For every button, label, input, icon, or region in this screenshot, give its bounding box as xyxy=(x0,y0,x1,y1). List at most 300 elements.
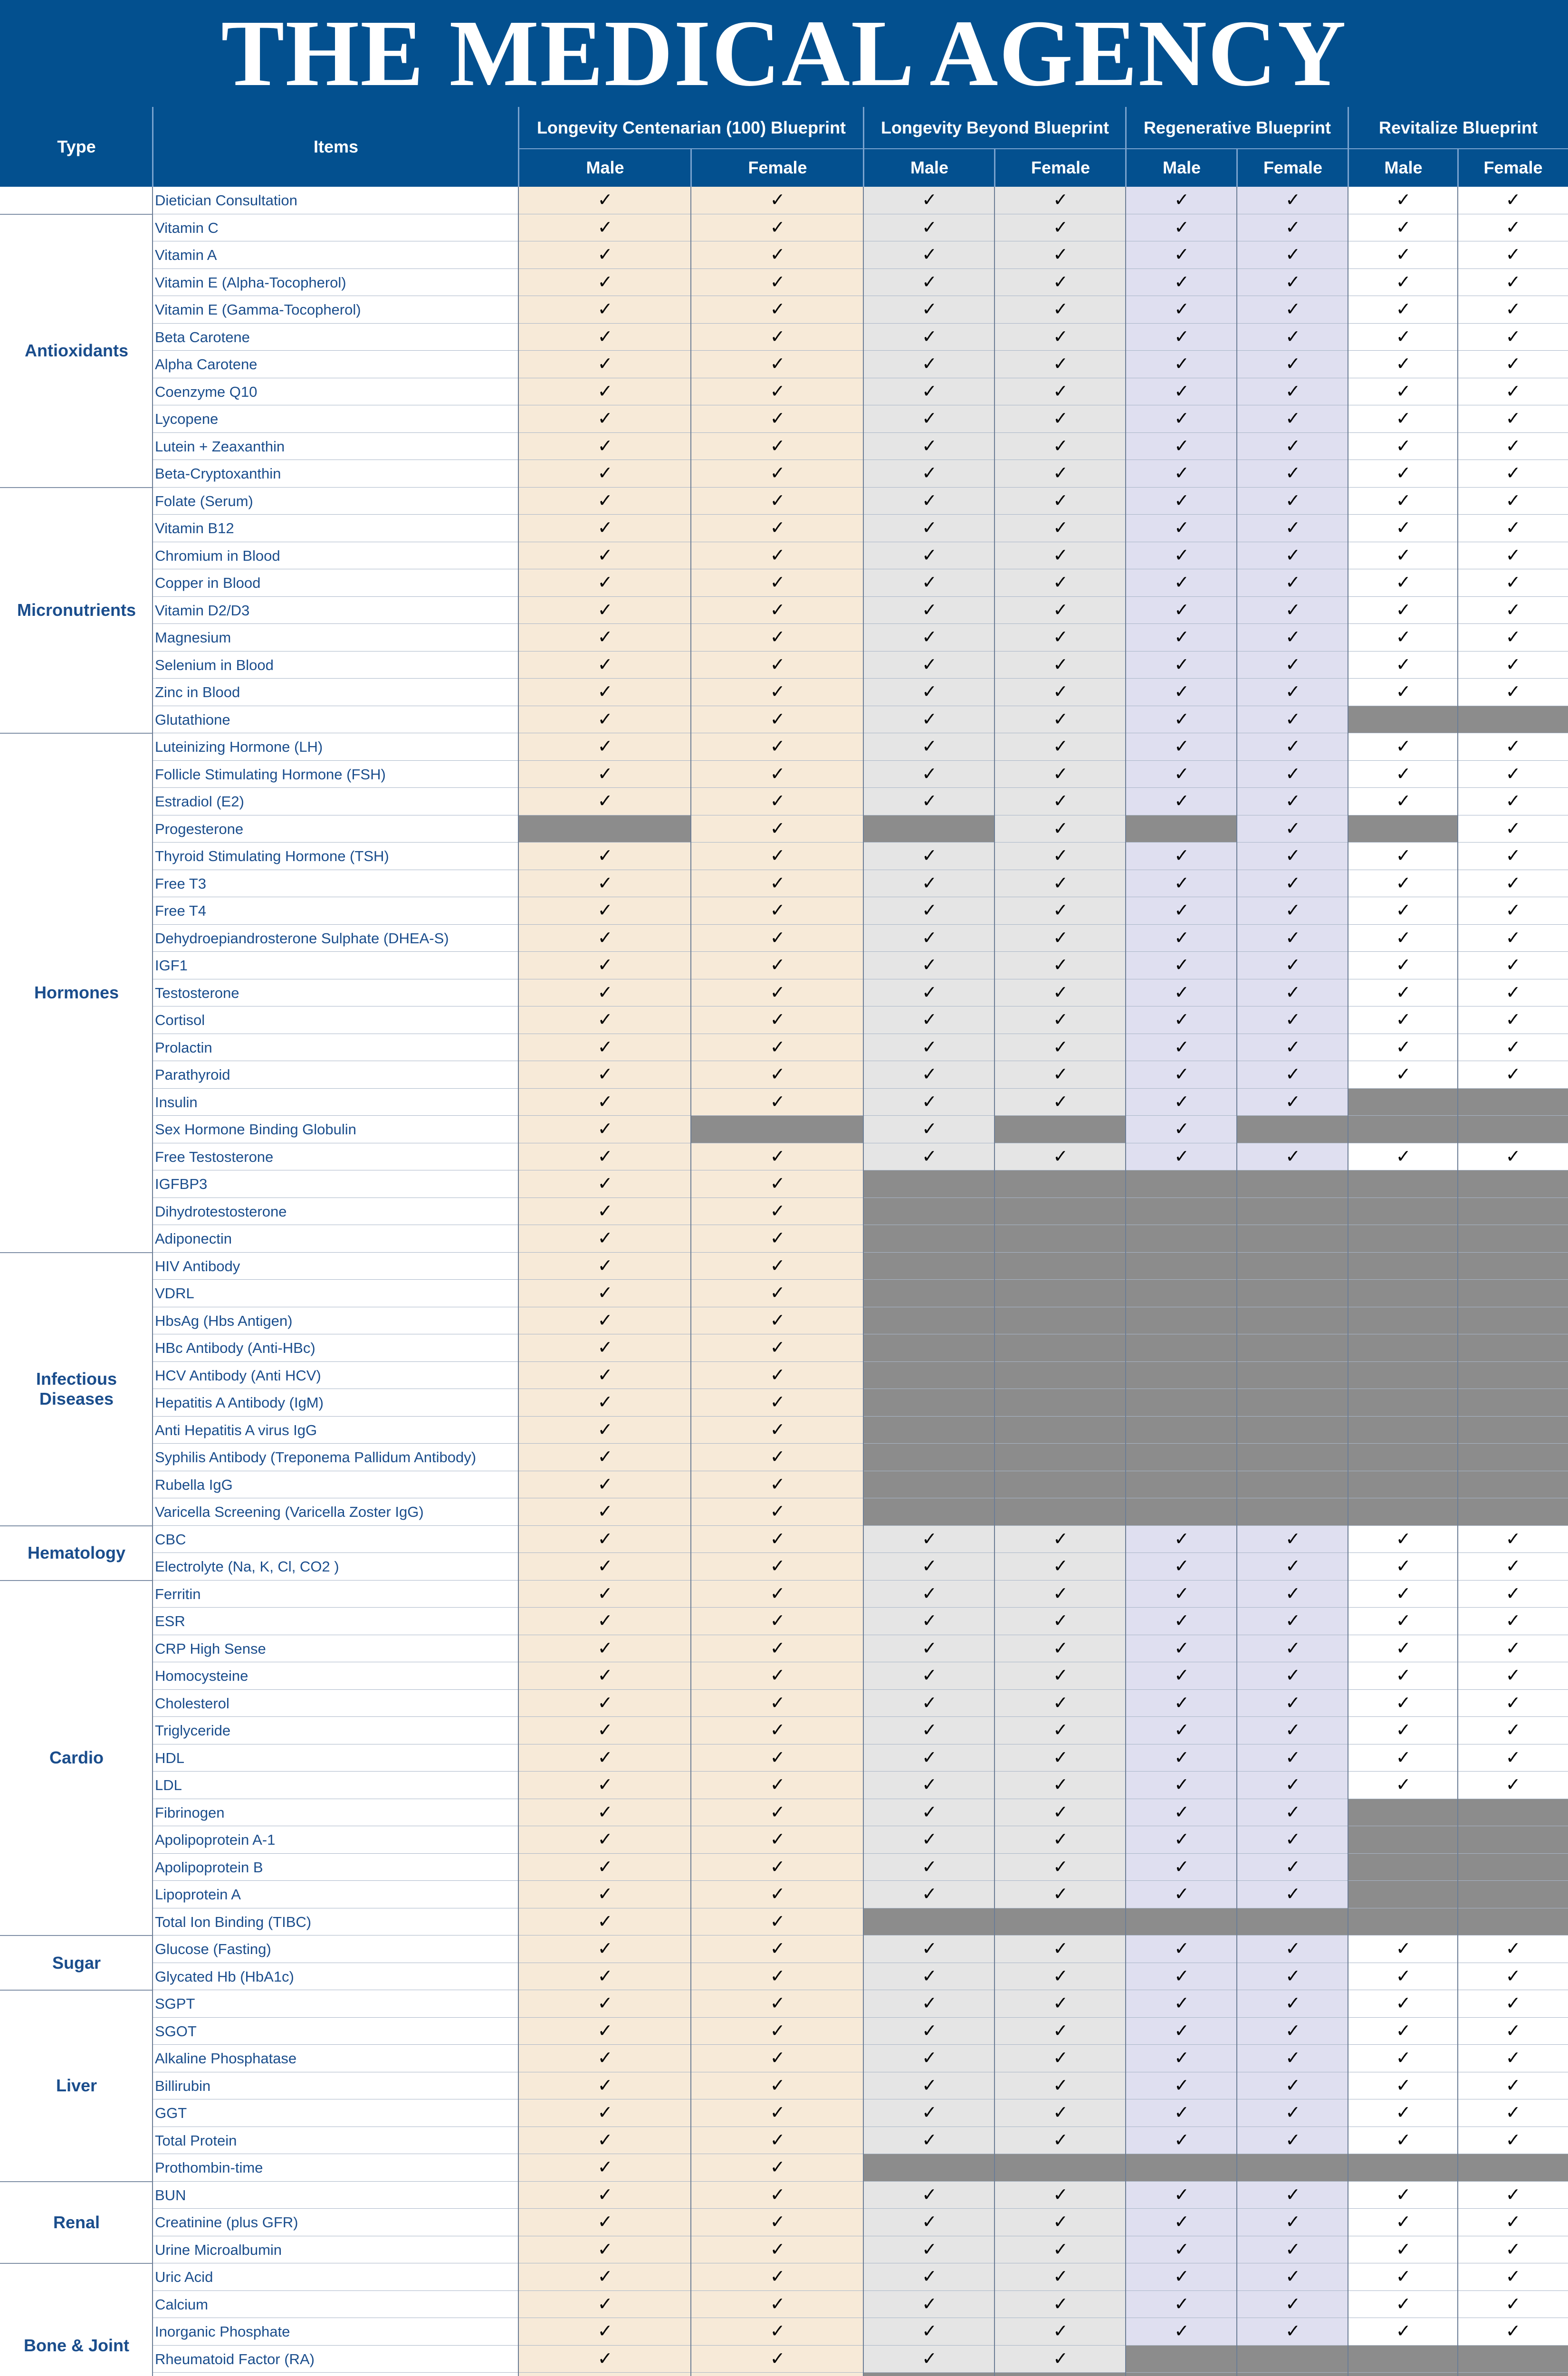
check-icon: ✓ xyxy=(1237,542,1348,570)
check-icon: ✓ xyxy=(1348,269,1458,297)
check-icon: ✓ xyxy=(691,2209,864,2236)
not-included-cell xyxy=(1458,1826,1568,1854)
not-included-cell xyxy=(1458,1417,1568,1444)
check-icon: ✓ xyxy=(691,1662,864,1690)
check-icon: ✓ xyxy=(691,1198,864,1226)
check-icon: ✓ xyxy=(1237,488,1348,515)
not-included-cell xyxy=(1126,1908,1237,1936)
not-included-cell xyxy=(519,815,691,843)
item-label: GGT xyxy=(155,2105,187,2121)
not-included-cell xyxy=(995,1417,1126,1444)
check-icon: ✓ xyxy=(691,488,864,515)
check-icon: ✓ xyxy=(864,1881,995,1908)
check-icon: ✓ xyxy=(864,187,995,214)
not-included-cell xyxy=(1237,1225,1348,1253)
item-label: Fibrinogen xyxy=(155,1804,225,1821)
check-icon: ✓ xyxy=(519,1089,691,1116)
not-included-cell xyxy=(1458,1089,1568,1116)
check-icon: ✓ xyxy=(1458,1717,1568,1744)
check-icon: ✓ xyxy=(691,624,864,651)
item-label: CBC xyxy=(155,1531,186,1548)
check-icon: ✓ xyxy=(1348,241,1458,269)
check-icon: ✓ xyxy=(519,2182,691,2209)
check-icon: ✓ xyxy=(519,1143,691,1171)
check-icon: ✓ xyxy=(1458,788,1568,815)
check-icon: ✓ xyxy=(691,1717,864,1744)
not-included-cell xyxy=(1237,1417,1348,1444)
check-icon: ✓ xyxy=(1458,843,1568,870)
item-label: Adiponectin xyxy=(155,1230,232,1247)
check-icon: ✓ xyxy=(1458,269,1568,297)
check-icon: ✓ xyxy=(1458,324,1568,351)
check-icon: ✓ xyxy=(1126,1581,1237,1608)
check-icon: ✓ xyxy=(1126,542,1237,570)
check-icon: ✓ xyxy=(1126,1143,1237,1171)
check-icon: ✓ xyxy=(864,542,995,570)
item-label: Glycated Hb (HbA1c) xyxy=(155,1968,294,1985)
check-icon: ✓ xyxy=(1237,1526,1348,1553)
check-icon: ✓ xyxy=(864,2346,995,2373)
check-icon: ✓ xyxy=(1458,1034,1568,1062)
check-icon: ✓ xyxy=(864,979,995,1007)
check-icon: ✓ xyxy=(1126,1608,1237,1635)
check-icon: ✓ xyxy=(1126,1061,1237,1089)
check-icon: ✓ xyxy=(1126,1662,1237,1690)
check-icon: ✓ xyxy=(691,706,864,734)
check-icon: ✓ xyxy=(995,569,1126,597)
check-icon: ✓ xyxy=(1458,2099,1568,2127)
item-label: Dihydrotestosterone xyxy=(155,1203,287,1220)
check-icon: ✓ xyxy=(864,378,995,406)
not-included-cell xyxy=(1237,2154,1348,2182)
check-icon: ✓ xyxy=(995,597,1126,624)
item-label: HIV Antibody xyxy=(155,1257,240,1274)
check-icon: ✓ xyxy=(1348,1744,1458,1772)
check-icon: ✓ xyxy=(864,433,995,460)
check-icon: ✓ xyxy=(995,1635,1126,1663)
check-icon: ✓ xyxy=(864,515,995,542)
check-icon: ✓ xyxy=(995,1553,1126,1581)
check-icon: ✓ xyxy=(519,2236,691,2264)
check-icon: ✓ xyxy=(864,1963,995,1991)
not-included-cell xyxy=(995,2373,1126,2376)
check-icon: ✓ xyxy=(1348,488,1458,515)
check-icon: ✓ xyxy=(1126,2182,1237,2209)
not-included-cell xyxy=(1348,1253,1458,1280)
type-group-label: Liver xyxy=(56,2076,97,2096)
not-included-cell xyxy=(1126,1334,1237,1362)
item-label: Ferritin xyxy=(155,1585,201,1602)
type-group-label: Hormones xyxy=(34,983,119,1003)
item-label: VDRL xyxy=(155,1285,194,1302)
check-icon: ✓ xyxy=(519,761,691,788)
check-icon: ✓ xyxy=(1348,2018,1458,2045)
check-icon: ✓ xyxy=(864,1635,995,1663)
check-icon: ✓ xyxy=(995,897,1126,925)
check-icon: ✓ xyxy=(1348,187,1458,214)
not-included-cell xyxy=(1458,1280,1568,1307)
check-icon: ✓ xyxy=(1458,651,1568,679)
check-icon: ✓ xyxy=(519,187,691,214)
not-included-cell xyxy=(1348,815,1458,843)
not-included-cell xyxy=(864,1362,995,1389)
check-icon: ✓ xyxy=(995,733,1126,761)
check-icon: ✓ xyxy=(1348,1061,1458,1089)
check-icon: ✓ xyxy=(864,624,995,651)
check-icon: ✓ xyxy=(1237,1089,1348,1116)
item-label: Apolipoprotein A-1 xyxy=(155,1831,276,1848)
check-icon: ✓ xyxy=(1237,324,1348,351)
check-icon: ✓ xyxy=(864,1089,995,1116)
check-icon: ✓ xyxy=(691,2154,864,2182)
check-icon: ✓ xyxy=(1126,569,1237,597)
check-icon: ✓ xyxy=(691,1744,864,1772)
check-icon: ✓ xyxy=(691,1307,864,1335)
not-included-cell xyxy=(1458,2346,1568,2373)
check-icon: ✓ xyxy=(1458,1772,1568,1799)
check-icon: ✓ xyxy=(864,843,995,870)
item-label: IGFBP3 xyxy=(155,1176,208,1192)
check-icon: ✓ xyxy=(519,1061,691,1089)
check-icon: ✓ xyxy=(864,1116,995,1143)
check-icon: ✓ xyxy=(1237,515,1348,542)
not-included-cell xyxy=(864,1444,995,1471)
not-included-cell xyxy=(1348,1170,1458,1198)
check-icon: ✓ xyxy=(1348,515,1458,542)
check-icon: ✓ xyxy=(1348,378,1458,406)
items-header: Items xyxy=(313,137,359,156)
check-icon: ✓ xyxy=(1126,1006,1237,1034)
check-icon: ✓ xyxy=(519,1116,691,1143)
not-included-cell xyxy=(1348,1826,1458,1854)
not-included-cell xyxy=(864,1225,995,1253)
type-group-label: Bone & Joint xyxy=(24,2335,129,2355)
check-icon: ✓ xyxy=(1237,1061,1348,1089)
check-icon: ✓ xyxy=(691,1389,864,1417)
check-icon: ✓ xyxy=(1237,952,1348,979)
check-icon: ✓ xyxy=(864,2099,995,2127)
check-icon: ✓ xyxy=(1126,2291,1237,2319)
check-icon: ✓ xyxy=(1126,1635,1237,1663)
not-included-cell xyxy=(1458,2373,1568,2376)
check-icon: ✓ xyxy=(519,542,691,570)
not-included-cell xyxy=(1458,1471,1568,1499)
not-included-cell xyxy=(864,2154,995,2182)
check-icon: ✓ xyxy=(519,1963,691,1991)
check-icon: ✓ xyxy=(1237,651,1348,679)
check-icon: ✓ xyxy=(519,788,691,815)
check-icon: ✓ xyxy=(519,925,691,952)
check-icon: ✓ xyxy=(519,569,691,597)
check-icon: ✓ xyxy=(1348,1581,1458,1608)
not-included-cell xyxy=(1126,1198,1237,1226)
check-icon: ✓ xyxy=(1126,2072,1237,2100)
check-icon: ✓ xyxy=(1348,2127,1458,2155)
not-included-cell xyxy=(1348,1881,1458,1908)
check-icon: ✓ xyxy=(519,1662,691,1690)
not-included-cell xyxy=(1237,2346,1348,2373)
check-icon: ✓ xyxy=(519,1526,691,1553)
check-icon: ✓ xyxy=(691,651,864,679)
check-icon: ✓ xyxy=(1237,1635,1348,1663)
check-icon: ✓ xyxy=(995,378,1126,406)
not-included-cell xyxy=(1237,1444,1348,1471)
check-icon: ✓ xyxy=(995,351,1126,378)
not-included-cell xyxy=(995,1198,1126,1226)
check-icon: ✓ xyxy=(995,1854,1126,1881)
not-included-cell xyxy=(1348,1444,1458,1471)
item-label: Uric Acid xyxy=(155,2269,213,2285)
check-icon: ✓ xyxy=(1348,2099,1458,2127)
check-icon: ✓ xyxy=(519,1744,691,1772)
item-label: Insulin xyxy=(155,1093,198,1111)
check-icon: ✓ xyxy=(995,488,1126,515)
item-label: Vitamin E (Alpha-Tocopherol) xyxy=(155,274,346,291)
item-label: Anti Hepatitis A virus IgG xyxy=(155,1421,317,1438)
check-icon: ✓ xyxy=(1458,1526,1568,1553)
check-icon: ✓ xyxy=(995,2018,1126,2045)
not-included-cell xyxy=(995,1253,1126,1280)
check-icon: ✓ xyxy=(1348,1553,1458,1581)
check-icon: ✓ xyxy=(691,2018,864,2045)
check-icon: ✓ xyxy=(1126,597,1237,624)
not-included-cell xyxy=(1237,1498,1348,1526)
not-included-cell xyxy=(1458,1908,1568,1936)
check-icon: ✓ xyxy=(691,1225,864,1253)
check-icon: ✓ xyxy=(691,1772,864,1799)
check-icon: ✓ xyxy=(519,1034,691,1062)
check-icon: ✓ xyxy=(691,433,864,460)
check-icon: ✓ xyxy=(995,1526,1126,1553)
not-included-cell xyxy=(1348,1417,1458,1444)
check-icon: ✓ xyxy=(519,2209,691,2236)
not-included-cell xyxy=(1126,1498,1237,1526)
type-group-label: Micronutrients xyxy=(17,600,136,620)
check-icon: ✓ xyxy=(864,1034,995,1062)
blueprint-header-1: Longevity Centenarian (100) Blueprint xyxy=(536,118,846,137)
check-icon: ✓ xyxy=(519,1608,691,1635)
not-included-cell xyxy=(1237,1170,1348,1198)
check-icon: ✓ xyxy=(691,214,864,242)
check-icon: ✓ xyxy=(864,1690,995,1717)
check-icon: ✓ xyxy=(1126,378,1237,406)
check-icon: ✓ xyxy=(691,1362,864,1389)
item-label: Vitamin B12 xyxy=(155,520,234,537)
check-icon: ✓ xyxy=(1126,1990,1237,2018)
check-icon: ✓ xyxy=(519,979,691,1007)
check-icon: ✓ xyxy=(1237,1690,1348,1717)
check-icon: ✓ xyxy=(995,952,1126,979)
check-icon: ✓ xyxy=(1348,542,1458,570)
check-icon: ✓ xyxy=(1126,1799,1237,1827)
check-icon: ✓ xyxy=(691,351,864,378)
not-included-cell xyxy=(1458,1225,1568,1253)
check-icon: ✓ xyxy=(1126,269,1237,297)
check-icon: ✓ xyxy=(519,952,691,979)
check-icon: ✓ xyxy=(519,1334,691,1362)
check-icon: ✓ xyxy=(995,1772,1126,1799)
check-icon: ✓ xyxy=(995,1581,1126,1608)
check-icon: ✓ xyxy=(1458,624,1568,651)
item-label: Homocysteine xyxy=(155,1667,249,1684)
type-group-label: Antioxidants xyxy=(24,341,128,360)
check-icon: ✓ xyxy=(1126,2209,1237,2236)
check-icon: ✓ xyxy=(1348,651,1458,679)
check-icon: ✓ xyxy=(691,1963,864,1991)
check-icon: ✓ xyxy=(1458,214,1568,242)
check-icon: ✓ xyxy=(1348,2236,1458,2264)
not-included-cell xyxy=(1458,1170,1568,1198)
check-icon: ✓ xyxy=(1458,2127,1568,2155)
check-icon: ✓ xyxy=(1458,597,1568,624)
check-icon: ✓ xyxy=(995,2127,1126,2155)
check-icon: ✓ xyxy=(1237,597,1348,624)
check-icon: ✓ xyxy=(691,1143,864,1171)
check-icon: ✓ xyxy=(864,1608,995,1635)
check-icon: ✓ xyxy=(995,1881,1126,1908)
check-icon: ✓ xyxy=(1458,433,1568,460)
check-icon: ✓ xyxy=(519,1635,691,1663)
check-icon: ✓ xyxy=(691,187,864,214)
check-icon: ✓ xyxy=(864,2236,995,2264)
check-icon: ✓ xyxy=(864,351,995,378)
check-icon: ✓ xyxy=(1348,788,1458,815)
item-label: Cortisol xyxy=(155,1012,205,1028)
check-icon: ✓ xyxy=(691,2263,864,2291)
check-icon: ✓ xyxy=(519,597,691,624)
check-icon: ✓ xyxy=(1126,1935,1237,1963)
check-icon: ✓ xyxy=(995,679,1126,706)
check-icon: ✓ xyxy=(995,1608,1126,1635)
not-included-cell xyxy=(864,1334,995,1362)
check-icon: ✓ xyxy=(1237,187,1348,214)
page-title: THE MEDICAL AGENCY xyxy=(0,0,1568,107)
check-icon: ✓ xyxy=(864,761,995,788)
check-icon: ✓ xyxy=(1126,1826,1237,1854)
check-icon: ✓ xyxy=(1458,952,1568,979)
check-icon: ✓ xyxy=(1237,1963,1348,1991)
item-label: Lipoprotein A xyxy=(155,1886,241,1903)
check-icon: ✓ xyxy=(519,378,691,406)
check-icon: ✓ xyxy=(1126,706,1237,734)
check-icon: ✓ xyxy=(519,679,691,706)
check-icon: ✓ xyxy=(995,1034,1126,1062)
check-icon: ✓ xyxy=(519,1307,691,1335)
item-label: Apolipoprotein B xyxy=(155,1859,263,1876)
check-icon: ✓ xyxy=(1126,488,1237,515)
item-label: Lycopene xyxy=(155,411,219,427)
check-icon: ✓ xyxy=(864,897,995,925)
check-icon: ✓ xyxy=(1458,1006,1568,1034)
check-icon: ✓ xyxy=(995,515,1126,542)
check-icon: ✓ xyxy=(1237,706,1348,734)
not-included-cell xyxy=(864,1471,995,1499)
check-icon: ✓ xyxy=(995,2182,1126,2209)
item-label: LDL xyxy=(155,1777,182,1793)
item-label: Dietician Consultation xyxy=(155,192,297,209)
not-included-cell xyxy=(1458,1854,1568,1881)
check-icon: ✓ xyxy=(1237,624,1348,651)
check-icon: ✓ xyxy=(1348,351,1458,378)
check-icon: ✓ xyxy=(995,706,1126,734)
check-icon: ✓ xyxy=(691,1444,864,1471)
not-included-cell xyxy=(1348,1307,1458,1335)
item-label: Testosterone xyxy=(155,984,239,1001)
check-icon: ✓ xyxy=(1237,378,1348,406)
check-icon: ✓ xyxy=(864,925,995,952)
item-label: Total Ion Binding (TIBC) xyxy=(155,1913,312,1930)
item-label: Calcium xyxy=(155,2296,208,2313)
not-included-cell xyxy=(1348,1225,1458,1253)
not-included-cell xyxy=(1348,2346,1458,2373)
check-icon: ✓ xyxy=(1237,1772,1348,1799)
check-icon: ✓ xyxy=(1458,351,1568,378)
check-icon: ✓ xyxy=(1348,679,1458,706)
not-included-cell xyxy=(995,1170,1126,1198)
check-icon: ✓ xyxy=(519,405,691,433)
check-icon: ✓ xyxy=(864,651,995,679)
check-icon: ✓ xyxy=(519,269,691,297)
check-icon: ✓ xyxy=(995,1799,1126,1827)
item-label: Varicella Screening (Varicella Zoster IgG) xyxy=(155,1504,424,1520)
check-icon: ✓ xyxy=(519,1198,691,1226)
not-included-cell xyxy=(1348,1334,1458,1362)
check-icon: ✓ xyxy=(691,1881,864,1908)
check-icon: ✓ xyxy=(1126,1744,1237,1772)
check-icon: ✓ xyxy=(691,2346,864,2373)
check-icon: ✓ xyxy=(691,405,864,433)
not-included-cell xyxy=(1126,1225,1237,1253)
item-label: Parathyroid xyxy=(155,1066,230,1083)
check-icon: ✓ xyxy=(1126,1116,1237,1143)
check-icon xyxy=(519,2373,691,2376)
not-included-cell xyxy=(995,1498,1126,1526)
check-icon: ✓ xyxy=(1348,925,1458,952)
check-icon: ✓ xyxy=(864,1772,995,1799)
check-icon: ✓ xyxy=(995,2072,1126,2100)
not-included-cell xyxy=(1458,1334,1568,1362)
check-icon: ✓ xyxy=(995,296,1126,324)
check-icon: ✓ xyxy=(1126,979,1237,1007)
check-icon: ✓ xyxy=(1126,324,1237,351)
check-icon: ✓ xyxy=(1237,2072,1348,2100)
check-icon: ✓ xyxy=(1348,296,1458,324)
check-icon: ✓ xyxy=(1126,1089,1237,1116)
type-group-label: Sugar xyxy=(52,1953,101,1973)
item-label: Coenzyme Q10 xyxy=(155,383,258,400)
check-icon: ✓ xyxy=(1458,2291,1568,2319)
check-icon: ✓ xyxy=(1348,2182,1458,2209)
check-icon: ✓ xyxy=(1237,405,1348,433)
check-icon: ✓ xyxy=(1458,2018,1568,2045)
item-label: HCV Antibody (Anti HCV) xyxy=(155,1367,321,1384)
check-icon: ✓ xyxy=(1126,788,1237,815)
check-icon: ✓ xyxy=(1237,1143,1348,1171)
check-icon: ✓ xyxy=(1237,351,1348,378)
not-included-cell xyxy=(1348,2154,1458,2182)
check-icon: ✓ xyxy=(691,1935,864,1963)
check-icon: ✓ xyxy=(691,1553,864,1581)
check-icon: ✓ xyxy=(1458,488,1568,515)
table-header xyxy=(0,107,1568,187)
check-icon: ✓ xyxy=(864,706,995,734)
check-icon: ✓ xyxy=(1126,925,1237,952)
check-icon: ✓ xyxy=(519,296,691,324)
check-icon: ✓ xyxy=(995,2318,1126,2346)
check-icon: ✓ xyxy=(864,1744,995,1772)
check-icon: ✓ xyxy=(1348,405,1458,433)
check-icon: ✓ xyxy=(995,1963,1126,1991)
